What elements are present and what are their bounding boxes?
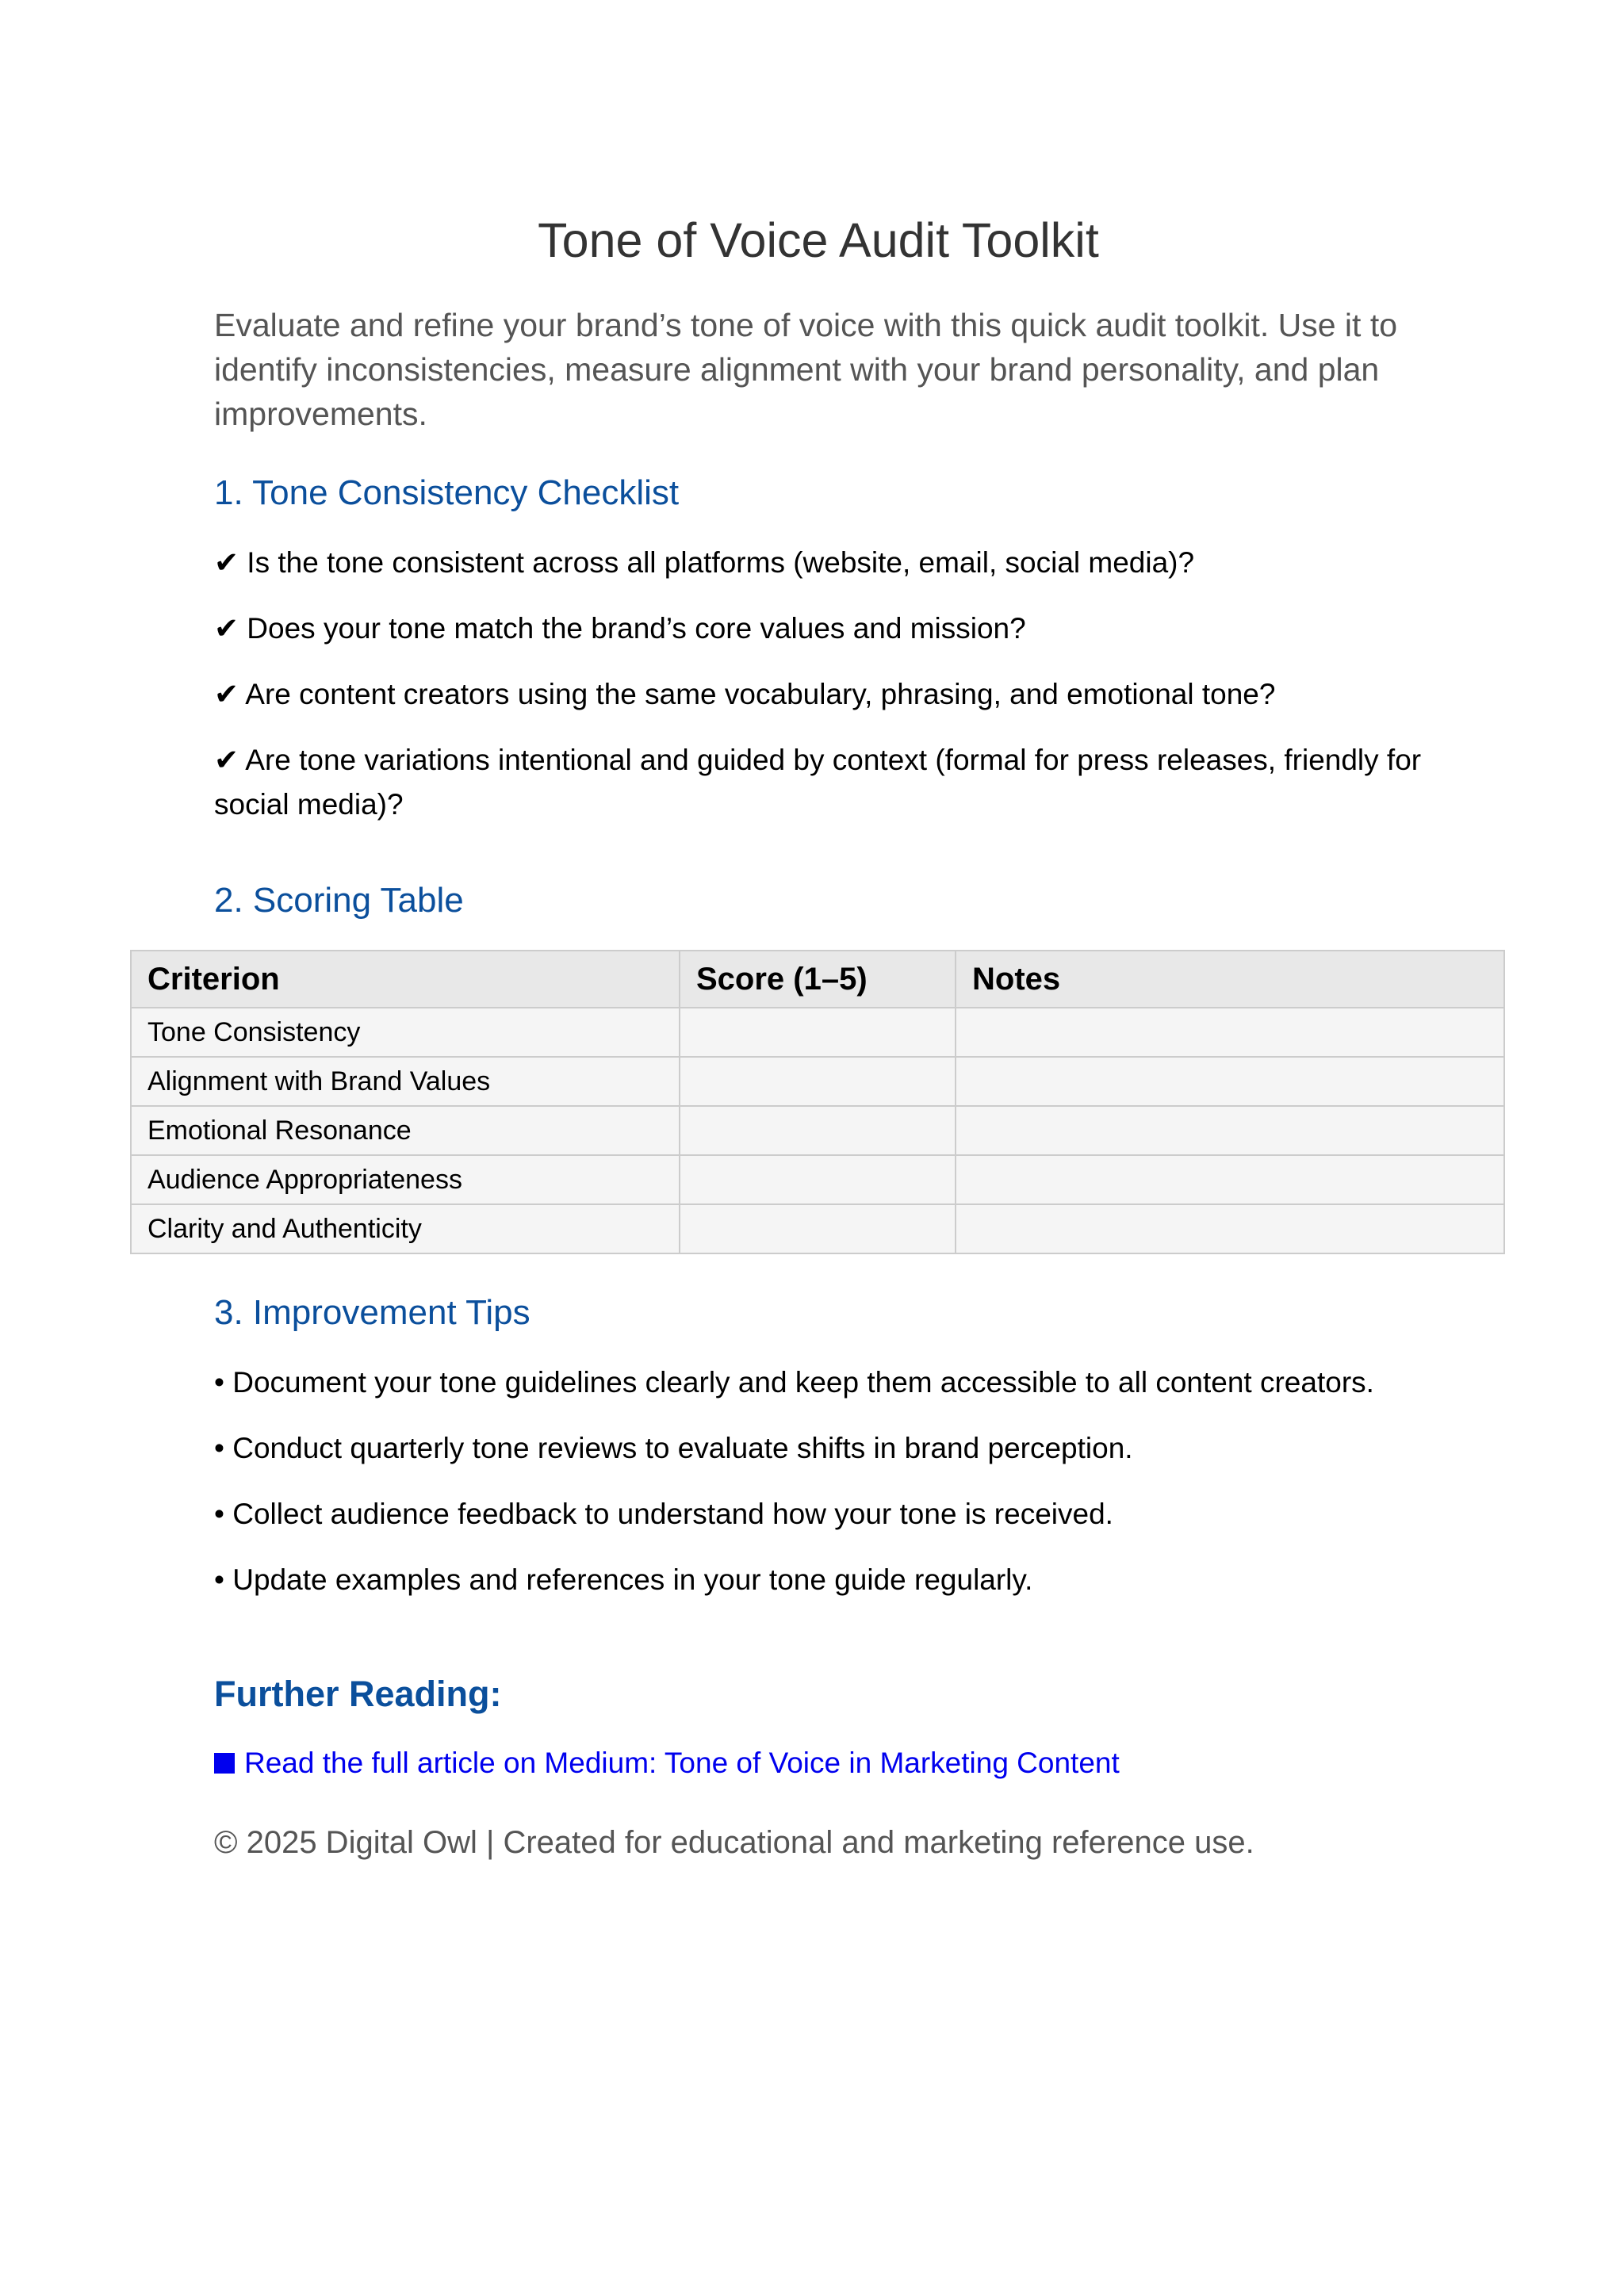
- score-cell[interactable]: [680, 1008, 956, 1057]
- checkmark-icon: ✔: [214, 678, 239, 710]
- table-row: [131, 1106, 1504, 1155]
- criterion-cell: Tone Consistency: [131, 1008, 680, 1057]
- column-header-criterion: Criterion: [131, 951, 680, 1008]
- square-bullet-icon: [214, 1753, 235, 1774]
- tip-item: [214, 1492, 1451, 1536]
- table-row: [131, 1204, 1504, 1253]
- notes-cell[interactable]: [956, 1008, 1504, 1057]
- criterion-cell: Alignment with Brand Values: [131, 1057, 680, 1106]
- score-cell[interactable]: [680, 1204, 956, 1253]
- section-heading-checklist: 1. Tone Consistency Checklist: [214, 473, 680, 512]
- checklist-item-text: Does your tone match the brand’s core values and mission?: [247, 612, 1026, 645]
- score-cell[interactable]: [680, 1057, 956, 1106]
- score-cell[interactable]: [680, 1155, 956, 1204]
- checklist-item-text: Are tone variations intentional and guided by context (formal for press releases, friendly for social media)?: [214, 744, 1422, 821]
- checklist-item: [214, 541, 1451, 585]
- notes-cell[interactable]: [956, 1057, 1504, 1106]
- tip-item: [214, 1558, 1451, 1602]
- notes-cell[interactable]: [956, 1204, 1504, 1253]
- criterion-cell: Audience Appropriateness: [131, 1155, 680, 1204]
- further-reading-heading: Further Reading:: [214, 1674, 502, 1714]
- tip-item-text: Conduct quarterly tone reviews to evaluate shifts in brand perception.: [232, 1432, 1133, 1464]
- checkmark-icon: ✔: [214, 612, 239, 645]
- checkmark-icon: ✔: [214, 744, 239, 776]
- checklist-item: [214, 738, 1451, 827]
- bullet-icon: •: [214, 1432, 224, 1464]
- table-row: [131, 1008, 1504, 1057]
- scoring-table: [130, 950, 1505, 1254]
- section-heading-tips: 3. Improvement Tips: [214, 1293, 530, 1332]
- medium-article-link-text: Read the full article on Medium: Tone of Voice in Marketing Content: [244, 1747, 1120, 1779]
- bullet-icon: •: [214, 1366, 224, 1399]
- checklist-item: [214, 672, 1451, 717]
- tip-item: [214, 1360, 1451, 1405]
- column-header-score: Score (1–5): [680, 951, 956, 1008]
- checklist-item: [214, 607, 1451, 651]
- checklist-item-text: Are content creators using the same vocabulary, phrasing, and emotional tone?: [245, 678, 1276, 710]
- notes-cell[interactable]: [956, 1155, 1504, 1204]
- footer-copyright: © 2025 Digital Owl | Created for educational and marketing reference use.: [214, 1825, 1254, 1860]
- page-title: Tone of Voice Audit Toolkit: [538, 213, 1099, 267]
- table-header-row: [131, 951, 1504, 1008]
- table-row: [131, 1057, 1504, 1106]
- notes-cell[interactable]: [956, 1106, 1504, 1155]
- criterion-cell: Emotional Resonance: [131, 1106, 680, 1155]
- section-heading-scoring: 2. Scoring Table: [214, 881, 464, 920]
- score-cell[interactable]: [680, 1106, 956, 1155]
- medium-article-link[interactable]: [214, 1741, 1120, 1785]
- tip-item-text: Collect audience feedback to understand how your tone is received.: [232, 1498, 1113, 1530]
- tip-item: [214, 1426, 1451, 1471]
- checklist-item-text: Is the tone consistent across all platforms (website, email, social media)?: [247, 546, 1195, 579]
- table-row: [131, 1155, 1504, 1204]
- checkmark-icon: ✔: [214, 546, 239, 579]
- tip-item-text: Document your tone guidelines clearly and keep them accessible to all content creators.: [232, 1366, 1374, 1399]
- criterion-cell: Clarity and Authenticity: [131, 1204, 680, 1253]
- bullet-icon: •: [214, 1563, 224, 1596]
- tip-item-text: Update examples and references in your tone guide regularly.: [232, 1563, 1033, 1596]
- column-header-notes: Notes: [956, 951, 1504, 1008]
- bullet-icon: •: [214, 1498, 224, 1530]
- intro-paragraph: Evaluate and refine your brand’s tone of voice with this quick audit toolkit. Use it to identify inconsistencies, measure alignment with your brand personality, and plan improvements.: [214, 307, 1398, 432]
